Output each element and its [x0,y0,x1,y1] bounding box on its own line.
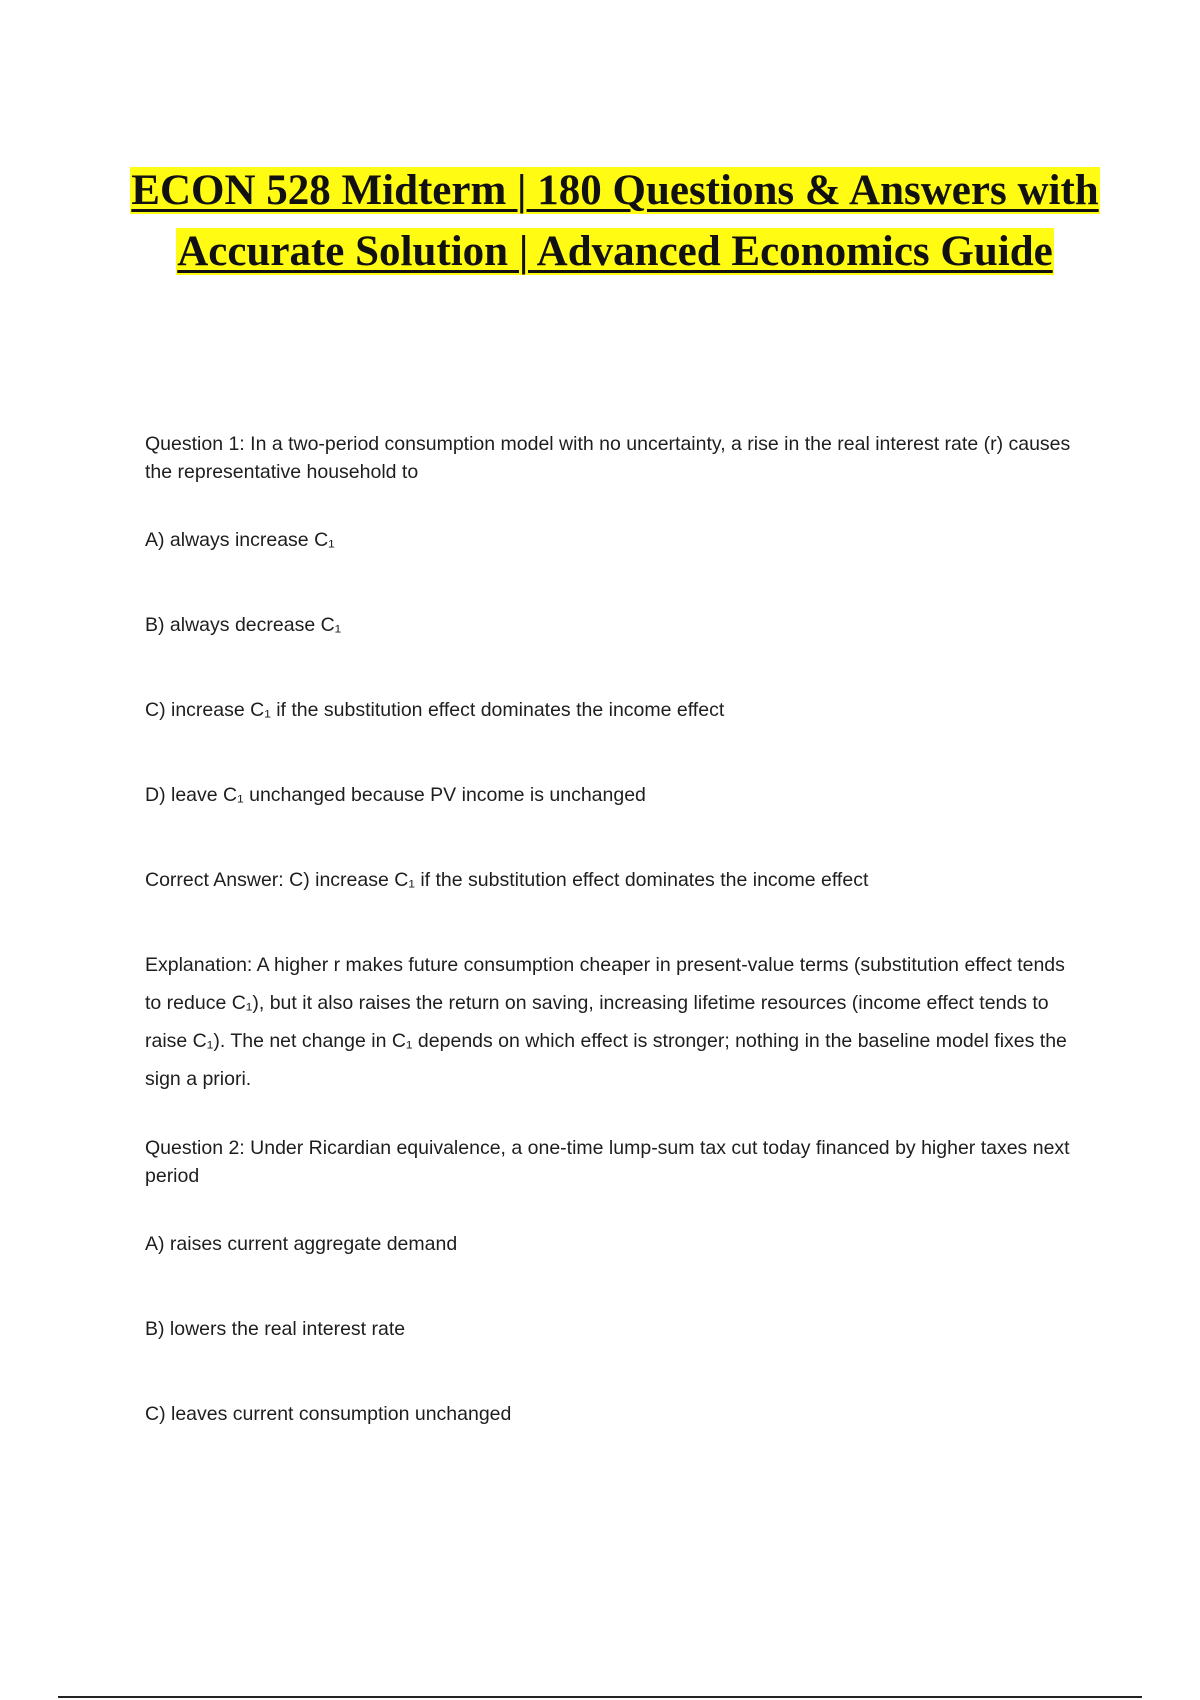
question-1-option-c: C) increase C₁ if the substitution effect dominates the income effect [145,699,725,721]
question-2-prompt: Question 2: Under Ricardian equivalence, a one-time lump-sum tax cut today financed by higher taxes next period [145,1137,1070,1187]
document-title-text: ECON 528 Midterm | 180 Questions & Answers with Accurate Solution | Advanced Economics Guide [131,167,1099,275]
question-1-prompt: Question 1: In a two-period consumption model with no uncertainty, a rise in the real interest rate (r) causes the representative household to [145,433,1071,483]
page-bottom-divider [58,1696,1142,1698]
question-2-option-b: B) lowers the real interest rate [145,1318,406,1340]
question-1-correct-answer: Correct Answer: C) increase C₁ if the substitution effect dominates the income effect [145,869,869,891]
question-2-option-a: A) raises current aggregate demand [145,1233,458,1255]
document-title [130,160,1100,282]
question-1-explanation: Explanation: A higher r makes future consumption cheaper in present-value terms (substitution effect tends to reduce C₁), but it also raises the return on saving, increasing lifetime resources (income effect tends to raise C₁). The net change in C₁ depends on which effect is stronger; nothing in the baseline model fixes the sign a priori. [145,954,1067,1090]
question-2-option-c: C) leaves current consumption unchanged [145,1403,512,1425]
question-1-option-b: B) always decrease C₁ [145,614,342,636]
question-1-option-d: D) leave C₁ unchanged because PV income is unchanged [145,784,646,806]
question-1-option-a: A) always increase C₁ [145,529,335,551]
